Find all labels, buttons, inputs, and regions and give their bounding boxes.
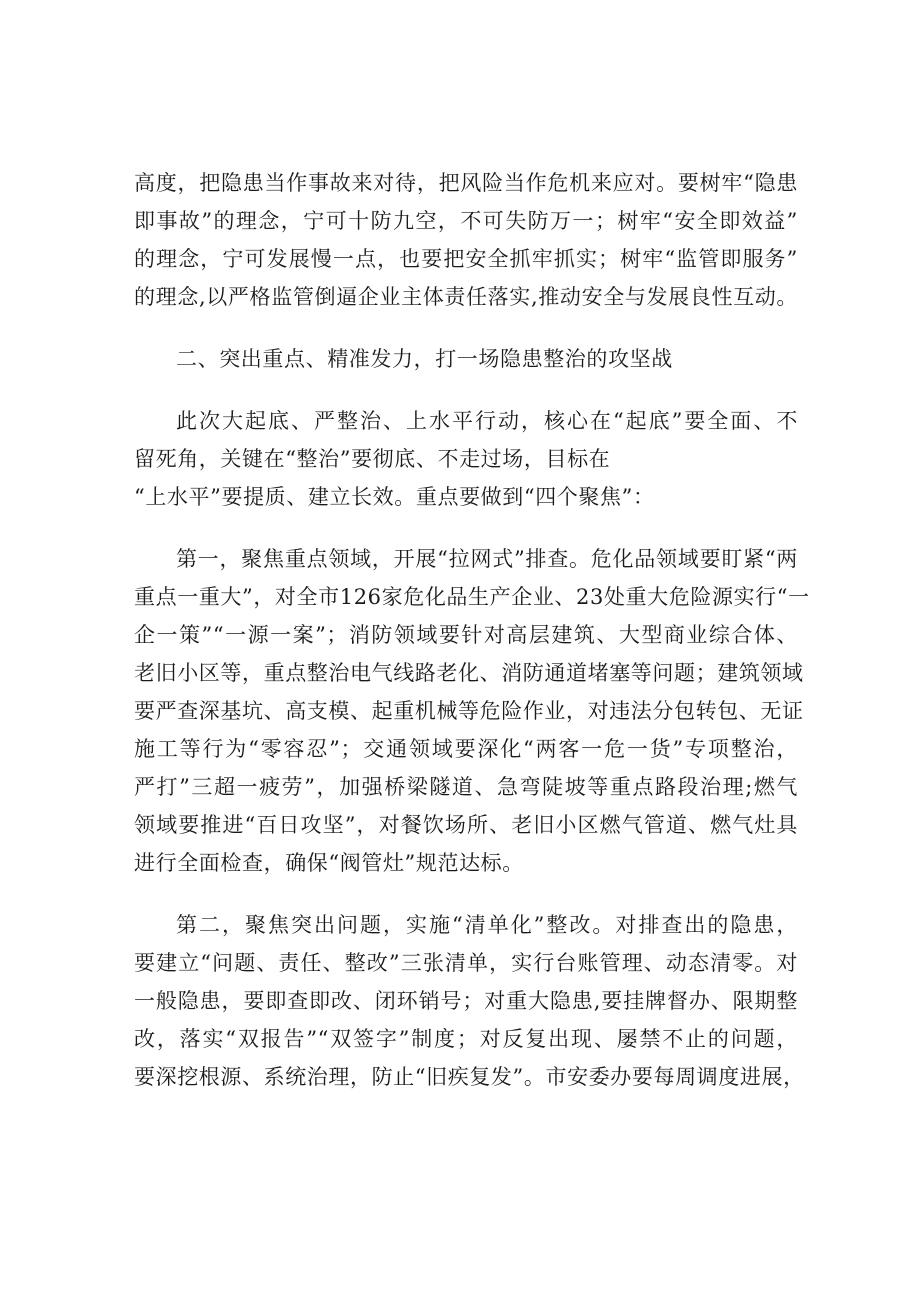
paragraph-gap	[134, 316, 798, 340]
text-line: 严打”三超一疲劳”，加强桥梁隧道、急弯陡坡等重点路段治理;燃气	[134, 775, 798, 799]
text-line: 要建立“问题、责任、整改”三张清单，实行台账管理、动态清零。对	[134, 951, 798, 975]
paragraph-gap	[134, 882, 798, 906]
paragraph-2	[134, 402, 798, 516]
text-line: 第二，聚焦突出问题，实施“清单化”整改。对排查出的隐患，	[176, 913, 798, 937]
text-line: 施工等行为“零容忍”；交通领域要深化“两客一危一货”专项整治，	[134, 737, 798, 761]
text-line: 领域要推进“百日攻坚”，对餐饮场所、老旧小区燃气管道、燃气灶具	[134, 813, 798, 837]
text-line: 一般隐患，要即查即改、闭环销号；对重大隐患,要挂牌督办、限期整	[134, 989, 798, 1013]
text-line: 改，落实“双报告”“双签字”制度；对反复出现、屡禁不止的问题，	[134, 1027, 798, 1051]
paragraph-3	[134, 540, 810, 882]
text-line: “上水平”要提质、建立长效。重点要做到“四个聚焦”：	[134, 485, 655, 509]
text-line: 的理念,以严格监管倒逼企业主体责任落实,推动安全与发展良性互动。	[134, 285, 798, 309]
document-body	[134, 164, 810, 1096]
text-line: 高度，把隐患当作事故来对待，把风险当作危机来应对。要树牢“隐患	[134, 171, 798, 195]
text-line: 此次大起底、严整治、上水平行动，核心在“起底”要全面、不	[176, 409, 798, 433]
text-line: 即事故”的理念，宁可十防九空，不可失防万一；树牢“安全即效益”	[134, 209, 798, 233]
paragraph-1	[134, 164, 798, 316]
text-line: 老旧小区等，重点整治电气线路老化、消防通道堵塞等问题；建筑领域	[134, 661, 804, 685]
paragraph-gap	[134, 516, 798, 540]
text-line: 留死角，关键在“整治”要彻底、不走过场，目标在	[134, 447, 611, 471]
paragraph-gap	[134, 378, 798, 402]
text-line: 企一策”“一源一案”；消防领域要针对高层建筑、大型商业综合体、	[134, 623, 798, 647]
text-line: 的理念，宁可发展慢一点，也要把安全抓牢抓实；树牢“监管即服务”	[134, 247, 798, 271]
text-line: 进行全面检查，确保“阀管灶”规范达标。	[134, 851, 524, 875]
text-line: 要深挖根源、系统治理，防止“旧疾复发”。市安委办要每周调度进展，	[134, 1065, 805, 1089]
text-line: 第一，聚焦重点领域，开展“拉网式”排查。危化品领域要盯紧“两	[176, 547, 798, 571]
section-heading: 二、突出重点、精准发力，打一场隐患整治的攻坚战	[176, 347, 673, 371]
text-line: 重点一重大”，对全市126家危化品生产企业、23处重大危险源实行“一	[134, 585, 810, 609]
paragraph-4	[134, 906, 805, 1096]
text-line: 要严查深基坑、高支模、起重机械等危险作业，对违法分包转包、无证	[134, 699, 804, 723]
